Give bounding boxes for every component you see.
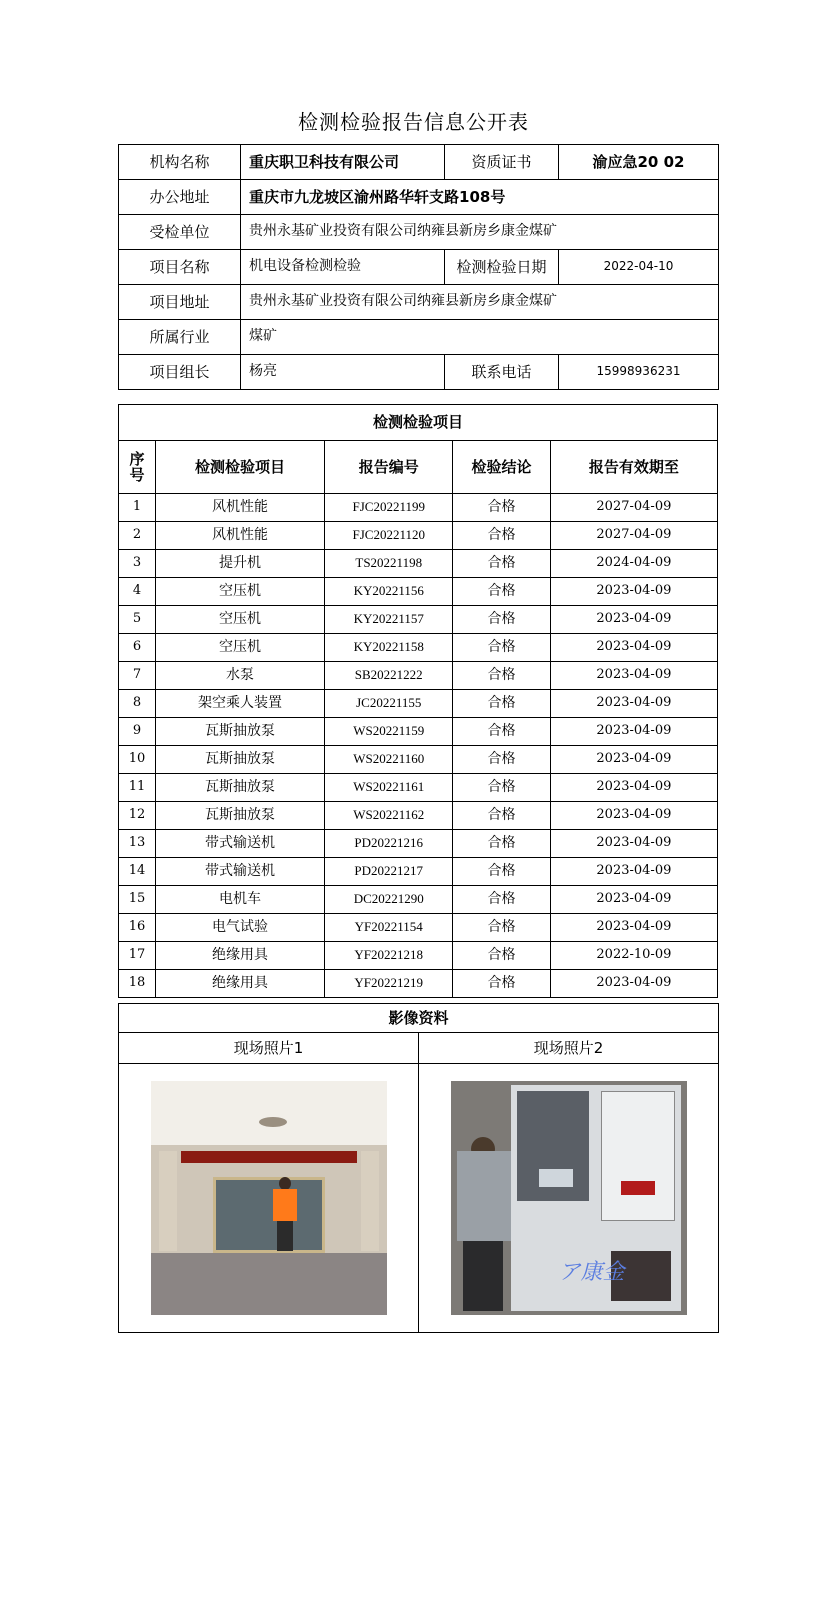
row-report-no: FJC20221199 — [325, 494, 453, 522]
row-seq: 7 — [119, 662, 156, 690]
item-row — [119, 550, 718, 578]
media-section-row — [119, 1004, 719, 1033]
row-item: 电机车 — [155, 886, 324, 914]
item-row — [119, 886, 718, 914]
row-seq: 8 — [119, 690, 156, 718]
row-seq: 11 — [119, 774, 156, 802]
row-valid-until: 2022-10-09 — [550, 942, 717, 970]
row-seq: 5 — [119, 606, 156, 634]
row-report-no: FJC20221120 — [325, 522, 453, 550]
row-result: 合格 — [453, 606, 550, 634]
site-photo-2: ア康金 — [451, 1081, 687, 1315]
row-report-no: WS20221159 — [325, 718, 453, 746]
cert-value: 渝应急20 02 — [559, 145, 719, 180]
row-report-no: YF20221219 — [325, 970, 453, 998]
row-item: 电气试验 — [155, 914, 324, 942]
row-item: 提升机 — [155, 550, 324, 578]
row-item: 空压机 — [155, 634, 324, 662]
row-item: 瓦斯抽放泵 — [155, 802, 324, 830]
row-report-no: WS20221160 — [325, 746, 453, 774]
org-label: 机构名称 — [119, 145, 241, 180]
row-item: 带式输送机 — [155, 830, 324, 858]
row-valid-until: 2023-04-09 — [550, 970, 717, 998]
row-result: 合格 — [453, 830, 550, 858]
row-result: 合格 — [453, 578, 550, 606]
row-item: 瓦斯抽放泵 — [155, 718, 324, 746]
row-result: 合格 — [453, 550, 550, 578]
row-result: 合格 — [453, 774, 550, 802]
row-item: 架空乘人装置 — [155, 690, 324, 718]
row-result: 合格 — [453, 886, 550, 914]
row-item: 绝缘用具 — [155, 970, 324, 998]
media-caption-row — [119, 1033, 719, 1064]
date-label: 检测检验日期 — [445, 250, 559, 285]
row-result: 合格 — [453, 746, 550, 774]
address-value: 重庆市九龙坡区渝州路华轩支路108号 — [241, 180, 719, 215]
row-valid-until: 2023-04-09 — [550, 914, 717, 942]
row-seq: 2 — [119, 522, 156, 550]
row-result: 合格 — [453, 718, 550, 746]
info-table — [118, 144, 719, 390]
row-valid-until: 2023-04-09 — [550, 690, 717, 718]
item-row — [119, 494, 718, 522]
media-table — [118, 1003, 719, 1333]
items-table — [118, 404, 718, 998]
info-row-unit — [119, 215, 719, 250]
row-result: 合格 — [453, 690, 550, 718]
items-section-title: 检测检验项目 — [119, 405, 718, 441]
row-result: 合格 — [453, 494, 550, 522]
header-report: 报告编号 — [325, 441, 453, 494]
item-row — [119, 634, 718, 662]
media-photo-row — [119, 1064, 719, 1333]
item-row — [119, 690, 718, 718]
row-item: 水泵 — [155, 662, 324, 690]
row-seq: 17 — [119, 942, 156, 970]
item-row — [119, 914, 718, 942]
date-value: 2022-04-10 — [559, 250, 719, 285]
project-address-value: 贵州永基矿业投资有限公司纳雍县新房乡康金煤矿 — [241, 285, 719, 320]
row-valid-until: 2023-04-09 — [550, 886, 717, 914]
item-row — [119, 578, 718, 606]
item-row — [119, 662, 718, 690]
phone-label: 联系电话 — [445, 355, 559, 390]
header-result: 检验结论 — [453, 441, 550, 494]
item-row — [119, 746, 718, 774]
row-seq: 15 — [119, 886, 156, 914]
row-valid-until: 2023-04-09 — [550, 578, 717, 606]
row-valid-until: 2023-04-09 — [550, 858, 717, 886]
info-row-project — [119, 250, 719, 285]
row-item: 带式输送机 — [155, 858, 324, 886]
leader-value: 杨亮 — [241, 355, 445, 390]
row-seq: 13 — [119, 830, 156, 858]
org-value: 重庆职卫科技有限公司 — [241, 145, 445, 180]
row-item: 绝缘用具 — [155, 942, 324, 970]
info-row-org — [119, 145, 719, 180]
row-report-no: YF20221154 — [325, 914, 453, 942]
header-valid: 报告有效期至 — [550, 441, 717, 494]
row-valid-until: 2023-04-09 — [550, 802, 717, 830]
row-item: 瓦斯抽放泵 — [155, 774, 324, 802]
leader-label: 项目组长 — [119, 355, 241, 390]
document-title: 检测检验报告信息公开表 — [298, 110, 529, 134]
row-item: 风机性能 — [155, 522, 324, 550]
row-result: 合格 — [453, 970, 550, 998]
item-row — [119, 830, 718, 858]
item-row — [119, 774, 718, 802]
row-seq: 10 — [119, 746, 156, 774]
photo1-cell — [119, 1064, 419, 1333]
header-item: 检测检验项目 — [155, 441, 324, 494]
row-result: 合格 — [453, 942, 550, 970]
row-seq: 6 — [119, 634, 156, 662]
item-row — [119, 942, 718, 970]
row-report-no: TS20221198 — [325, 550, 453, 578]
row-result: 合格 — [453, 634, 550, 662]
row-seq: 1 — [119, 494, 156, 522]
row-valid-until: 2023-04-09 — [550, 830, 717, 858]
industry-value: 煤矿 — [241, 320, 719, 355]
row-seq: 3 — [119, 550, 156, 578]
project-label: 项目名称 — [119, 250, 241, 285]
item-row — [119, 858, 718, 886]
row-valid-until: 2023-04-09 — [550, 774, 717, 802]
row-valid-until: 2023-04-09 — [550, 606, 717, 634]
header-seq: 序号 — [119, 441, 156, 494]
photo2-caption: 现场照片2 — [419, 1033, 719, 1064]
info-row-address — [119, 180, 719, 215]
item-row — [119, 970, 718, 998]
info-row-industry — [119, 320, 719, 355]
address-label: 办公地址 — [119, 180, 241, 215]
items-body — [119, 494, 718, 998]
row-report-no: WS20221161 — [325, 774, 453, 802]
project-value: 机电设备检测检验 — [241, 250, 445, 285]
row-item: 空压机 — [155, 578, 324, 606]
items-header-row — [119, 441, 718, 494]
item-row — [119, 606, 718, 634]
info-row-leader — [119, 355, 719, 390]
row-report-no: PD20221217 — [325, 858, 453, 886]
row-seq: 4 — [119, 578, 156, 606]
industry-label: 所属行业 — [119, 320, 241, 355]
row-item: 瓦斯抽放泵 — [155, 746, 324, 774]
row-seq: 9 — [119, 718, 156, 746]
project-address-label: 项目地址 — [119, 285, 241, 320]
row-report-no: WS20221162 — [325, 802, 453, 830]
item-row — [119, 718, 718, 746]
row-report-no: JC20221155 — [325, 690, 453, 718]
row-item: 风机性能 — [155, 494, 324, 522]
row-result: 合格 — [453, 662, 550, 690]
row-item: 空压机 — [155, 606, 324, 634]
row-seq: 16 — [119, 914, 156, 942]
row-result: 合格 — [453, 914, 550, 942]
item-row — [119, 522, 718, 550]
row-report-no: PD20221216 — [325, 830, 453, 858]
media-section-title: 影像资料 — [119, 1004, 719, 1033]
row-result: 合格 — [453, 802, 550, 830]
row-report-no: KY20221156 — [325, 578, 453, 606]
row-valid-until: 2023-04-09 — [550, 746, 717, 774]
row-seq: 14 — [119, 858, 156, 886]
photo1-caption: 现场照片1 — [119, 1033, 419, 1064]
row-result: 合格 — [453, 858, 550, 886]
row-valid-until: 2023-04-09 — [550, 718, 717, 746]
row-seq: 12 — [119, 802, 156, 830]
row-report-no: DC20221290 — [325, 886, 453, 914]
unit-value: 贵州永基矿业投资有限公司纳雍县新房乡康金煤矿 — [241, 215, 719, 250]
row-valid-until: 2024-04-09 — [550, 550, 717, 578]
row-seq: 18 — [119, 970, 156, 998]
cert-label: 资质证书 — [445, 145, 559, 180]
row-result: 合格 — [453, 522, 550, 550]
items-section-row — [119, 405, 718, 441]
row-report-no: YF20221218 — [325, 942, 453, 970]
row-report-no: SB20221222 — [325, 662, 453, 690]
photo2-cell — [419, 1064, 719, 1333]
row-valid-until: 2023-04-09 — [550, 662, 717, 690]
row-report-no: KY20221157 — [325, 606, 453, 634]
item-row — [119, 802, 718, 830]
row-valid-until: 2027-04-09 — [550, 522, 717, 550]
row-valid-until: 2023-04-09 — [550, 634, 717, 662]
row-valid-until: 2027-04-09 — [550, 494, 717, 522]
info-row-project-address — [119, 285, 719, 320]
phone-value: 15998936231 — [559, 355, 719, 390]
unit-label: 受检单位 — [119, 215, 241, 250]
site-photo-1 — [151, 1081, 387, 1315]
row-report-no: KY20221158 — [325, 634, 453, 662]
